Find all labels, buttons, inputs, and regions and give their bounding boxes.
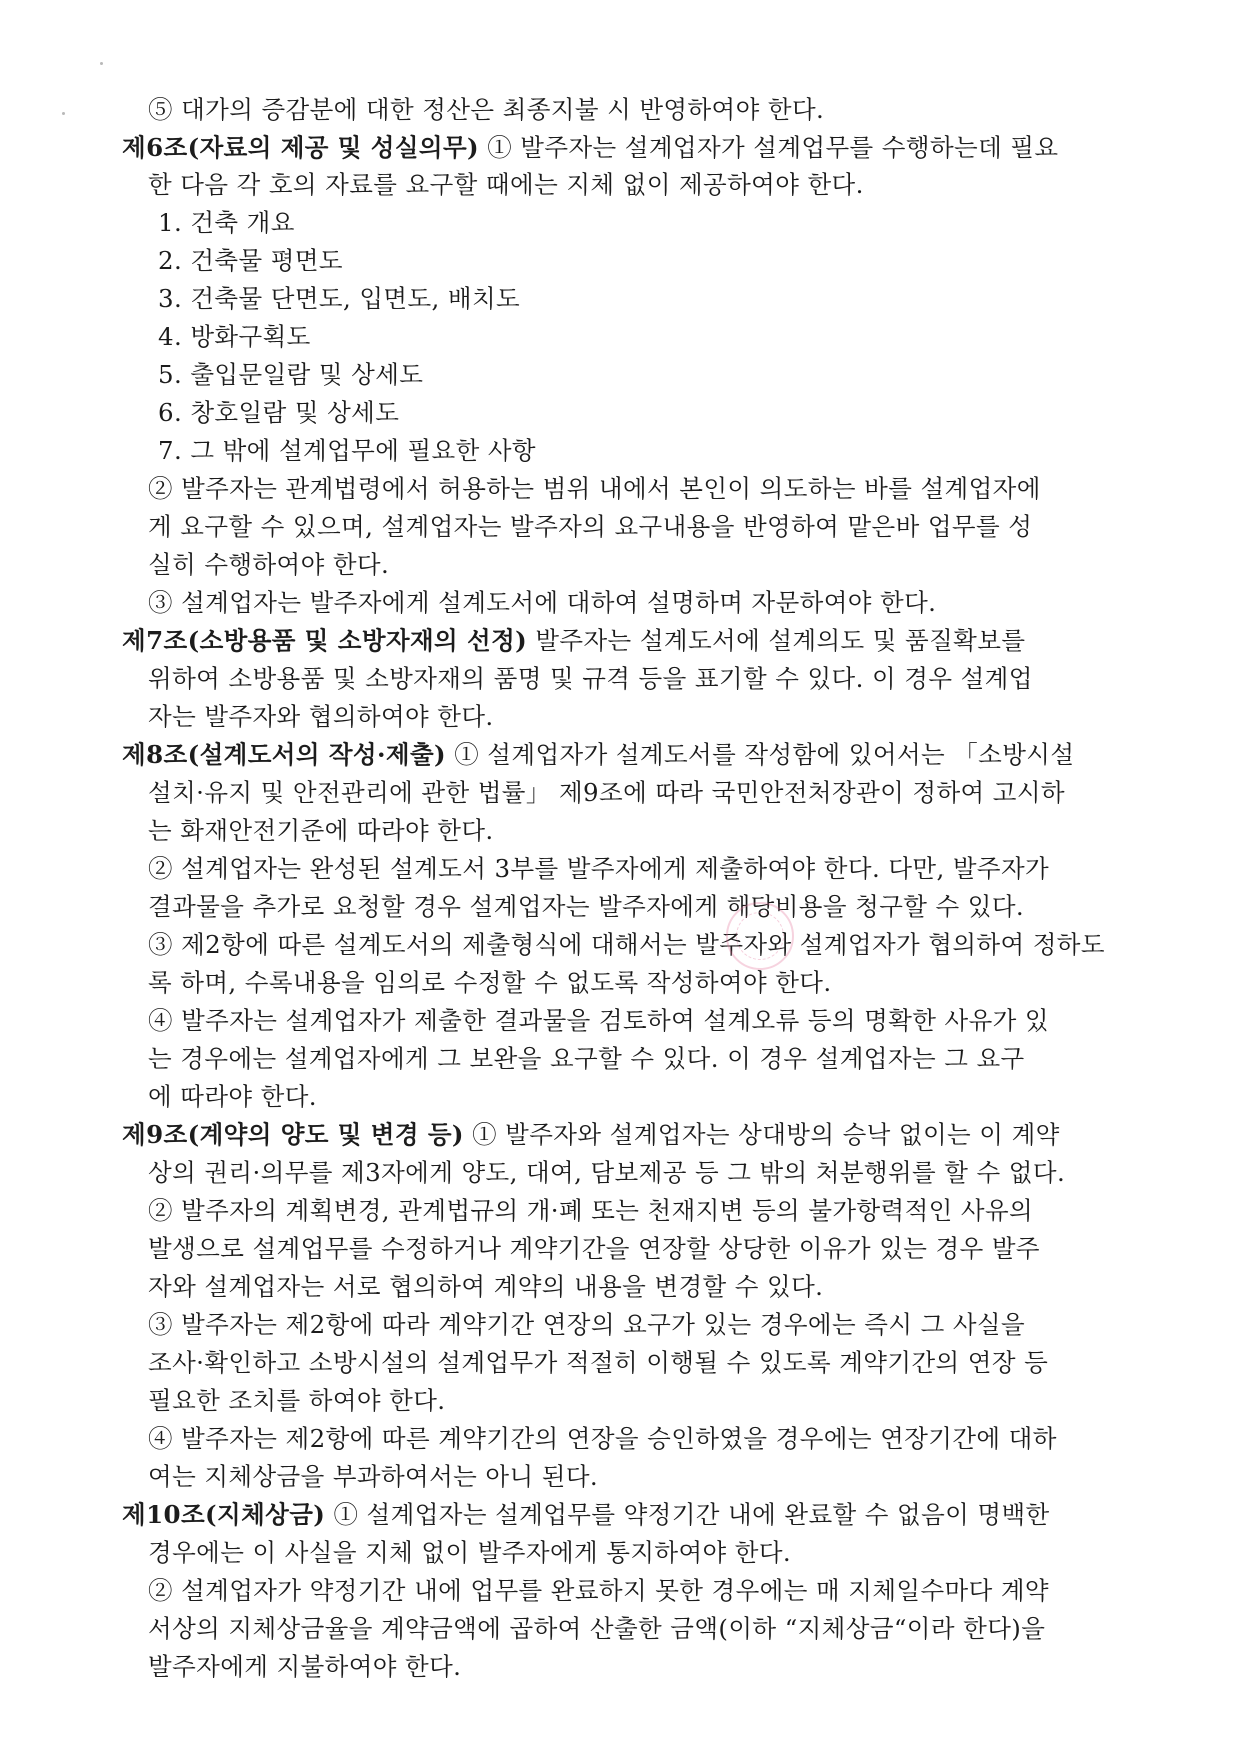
paragraph-line: 에 따라야 한다. [148,1082,317,1111]
paragraph-line: ④ 발주자는 제2항에 따른 계약기간의 연장을 승인하였을 경우에는 연장기간에 대하 [148,1424,1057,1453]
paragraph-line: 설치·유지 및 안전관리에 관한 법률」 제9조에 따라 국민안전처장관이 정하여 고시하 [148,778,1065,807]
article-heading: 제7조(소방용품 및 소방자재의 선정) [122,626,528,655]
paragraph-line: 위하여 소방용품 및 소방자재의 품명 및 규격 등을 표기할 수 있다. 이 경우 설계업 [148,664,1033,693]
list-item: 7. 그 밖에 설계업무에 필요한 사항 [158,436,536,465]
paragraph-line: 한 다음 각 호의 자료를 요구할 때에는 지체 없이 제공하여야 한다. [148,170,864,199]
paragraph-line: 록 하며, 수록내용을 임의로 수정할 수 없도록 작성하여야 한다. [148,968,832,997]
paragraph-line: 게 요구할 수 있으며, 설계업자는 발주자의 요구내용을 반영하여 맡은바 업무를 성 [148,512,1033,541]
paragraph-line: 는 화재안전기준에 따라야 한다. [148,816,494,845]
seal-stamp [726,902,794,970]
article-9-line: 제9조(계약의 양도 및 변경 등) ① 발주자와 설계업자는 상대방의 승낙 없이는 이 계약 [122,1120,1060,1149]
list-item: 3. 건축물 단면도, 입면도, 배치도 [158,284,521,313]
article-10-line: 제10조(지체상금) ① 설계업자는 설계업무를 약정기간 내에 완료할 수 없음이 명백한 [122,1500,1050,1529]
list-item: 5. 출입문일람 및 상세도 [158,360,424,389]
paragraph-line: 자와 설계업자는 서로 협의하여 계약의 내용을 변경할 수 있다. [148,1272,824,1301]
article-heading: 제10조(지체상금) [122,1500,326,1529]
list-item: 2. 건축물 평면도 [158,246,343,275]
paragraph-line: ⑤ 대가의 증감분에 대한 정산은 최종지불 시 반영하여야 한다. [148,95,825,124]
paragraph-line: 조사·확인하고 소방시설의 설계업무가 적절히 이행될 수 있도록 계약기간의 연장 등 [148,1348,1049,1377]
article-heading: 제6조(자료의 제공 및 성실의무) [122,133,480,162]
list-item: 4. 방화구획도 [158,322,311,351]
list-item: 1. 건축 개요 [158,208,295,237]
paragraph-line: ② 설계업자는 완성된 설계도서 3부를 발주자에게 제출하여야 한다. 다만, 발주자가 [148,854,1050,883]
paragraph-line: ② 발주자의 계획변경, 관계법규의 개·폐 또는 천재지변 등의 불가항력적인 사유의 [148,1196,1034,1225]
article-heading: 제8조(설계도서의 작성·제출) [122,740,447,769]
paragraph-line: 상의 권리·의무를 제3자에게 양도, 대여, 담보제공 등 그 밖의 처분행위를 할 수 없다. [148,1158,1066,1187]
article-6-line: 제6조(자료의 제공 및 성실의무) ① 발주자는 설계업자가 설계업무를 수행하는데 필요 [122,133,1059,162]
paragraph-line: ③ 제2항에 따른 설계도서의 제출형식에 대해서는 발주자와 설계업자가 협의하여 정하도 [148,930,1105,959]
paragraph-line: 필요한 조치를 하여야 한다. [148,1386,446,1415]
paragraph-line: ② 발주자는 관계법령에서 허용하는 범위 내에서 본인이 의도하는 바를 설계업자에 [148,474,1041,503]
paragraph-line: 발생으로 설계업무를 수정하거나 계약기간을 연장할 상당한 이유가 있는 경우 발주 [148,1234,1040,1263]
paragraph-line: ③ 발주자는 제2항에 따라 계약기간 연장의 요구가 있는 경우에는 즉시 그 사실을 [148,1310,1026,1339]
paragraph-line: ④ 발주자는 설계업자가 제출한 결과물을 검토하여 설계오류 등의 명확한 사유가 있 [148,1006,1049,1035]
list-item: 6. 창호일람 및 상세도 [158,398,400,427]
paragraph-line: 는 경우에는 설계업자에게 그 보완을 요구할 수 있다. 이 경우 설계업자는 그 요구 [148,1044,1025,1073]
paragraph-line: 자는 발주자와 협의하여야 한다. [148,702,494,731]
paragraph-line: 경우에는 이 사실을 지체 없이 발주자에게 통지하여야 한다. [148,1538,792,1567]
article-8-line: 제8조(설계도서의 작성·제출) ① 설계업자가 설계도서를 작성함에 있어서는 「소방시설 [122,740,1075,769]
scan-speck [62,112,65,115]
paragraph-line: ② 설계업자가 약정기간 내에 업무를 완료하지 못한 경우에는 매 지체일수마다 계약 [148,1576,1049,1605]
paragraph-line: 결과물을 추가로 요청할 경우 설계업자는 발주자에게 해당비용을 청구할 수 있다. [148,892,1025,921]
paragraph-line: 서상의 지체상금율을 계약금액에 곱하여 산출한 금액(이하 “지체상금“이라 한다)을 [148,1614,1046,1643]
paragraph-line: 발주자에게 지불하여야 한다. [148,1652,462,1681]
article-7-line: 제7조(소방용품 및 소방자재의 선정) 발주자는 설계도서에 설계의도 및 품질확보를 [122,626,1026,655]
scan-speck [100,62,103,65]
article-heading: 제9조(계약의 양도 및 변경 등) [122,1120,464,1149]
paragraph-line: ③ 설계업자는 발주자에게 설계도서에 대하여 설명하며 자문하여야 한다. [148,588,937,617]
paragraph-line: 실히 수행하여야 한다. [148,550,390,579]
paragraph-line: 여는 지체상금을 부과하여서는 아니 된다. [148,1462,599,1491]
